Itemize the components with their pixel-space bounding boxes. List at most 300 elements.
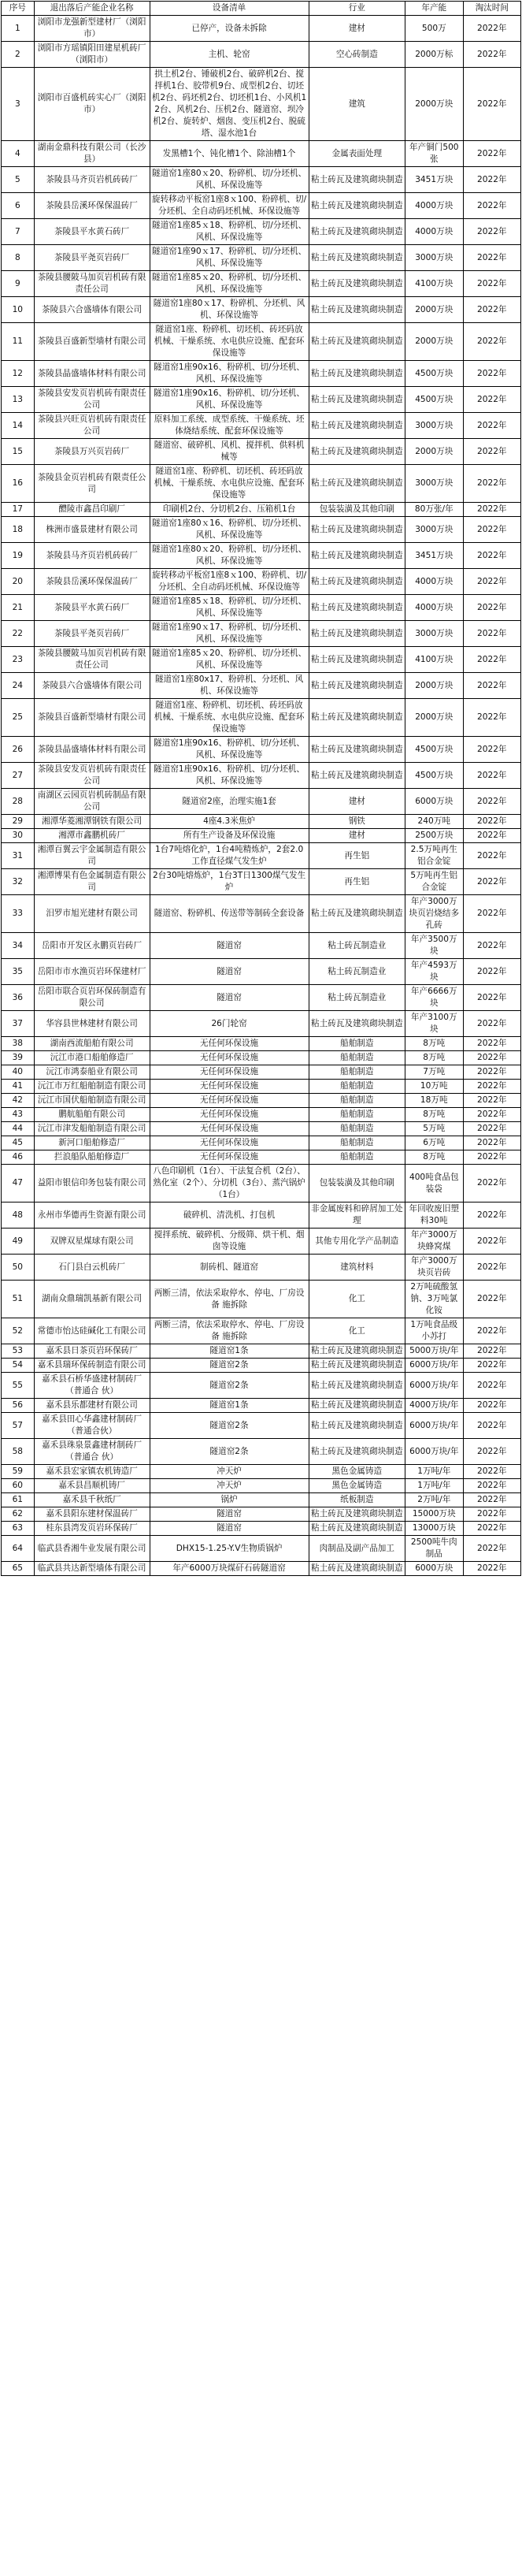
cell-phaseout-time: 2022年 <box>463 439 521 465</box>
cell-phaseout-time: 2022年 <box>463 569 521 595</box>
cell-equipment: 4座4.3米焦炉 <box>150 815 309 829</box>
cell-company: 岳阳市联合页岩环保砖制造有限公司 <box>34 985 150 1011</box>
cell-capacity: 2000万块 <box>405 439 463 465</box>
table-row <box>2 895 521 933</box>
cell-equipment: 隧道窑1座80ｘ17、粉碎机、分坯机、风机、环保设施等 <box>150 297 309 323</box>
cell-company: 茶陵县平水黄石砖厂 <box>34 219 150 245</box>
cell-index: 9 <box>2 271 35 297</box>
cell-equipment: 隧道窑1座85ｘ18、粉碎机、切/分坯机、风机、环保设施等 <box>150 219 309 245</box>
cell-phaseout-time: 2022年 <box>463 141 521 167</box>
cell-equipment: 印刷机2台、分切机2台、压箱机1台 <box>150 503 309 517</box>
cell-company: 醴陵市鑫昌印刷厂 <box>34 503 150 517</box>
cell-capacity: 6000万块/年 <box>405 1359 463 1373</box>
cell-company: 茶陵县六合盛墙体有限公司 <box>34 673 150 699</box>
cell-index: 29 <box>2 815 35 829</box>
cell-company: 茶陵县六合盛墙体有限公司 <box>34 297 150 323</box>
cell-industry: 船舶制造 <box>309 1051 405 1065</box>
cell-industry: 再生铝 <box>309 843 405 869</box>
table-row <box>2 1465 521 1479</box>
cell-equipment: 隧道窑1条 <box>150 1344 309 1359</box>
cell-phaseout-time: 2022年 <box>463 387 521 413</box>
cell-phaseout-time: 2022年 <box>463 763 521 789</box>
table-header-row <box>2 2 521 16</box>
cell-industry: 粘土砖瓦及建筑砌块制造 <box>309 297 405 323</box>
cell-company: 沅江市鸿泰船业有限公司 <box>34 1065 150 1080</box>
cell-industry: 化工 <box>309 1281 405 1318</box>
table-row <box>2 1203 521 1229</box>
cell-company: 茶陵县安发页岩机砖有限责任公司 <box>34 763 150 789</box>
cell-company: 嘉禾县瑞环保砖制造有限公司 <box>34 1359 150 1373</box>
cell-industry: 船舶制造 <box>309 1080 405 1094</box>
cell-phaseout-time: 2022年 <box>463 361 521 387</box>
cell-industry: 粘土砖瓦及建筑砌块制造 <box>309 699 405 737</box>
cell-index: 62 <box>2 1507 35 1522</box>
cell-industry: 粘土砖瓦及建筑砌块制造 <box>309 621 405 647</box>
cell-equipment: 隧道窑1座80ｘ20、粉碎机、切/分坯机、风机、环保设施等 <box>150 167 309 193</box>
cell-industry: 船舶制造 <box>309 1150 405 1165</box>
cell-equipment: 无任何环保设施 <box>150 1122 309 1136</box>
cell-company: 拦浪船队船舶修造厂 <box>34 1150 150 1165</box>
table-row <box>2 869 521 895</box>
cell-equipment: 无任何环保设施 <box>150 1080 309 1094</box>
cell-capacity: 2000万块 <box>405 68 463 141</box>
cell-industry: 船舶制造 <box>309 1136 405 1150</box>
cell-industry: 粘土砖瓦及建筑砌块制造 <box>309 647 405 673</box>
table-row <box>2 219 521 245</box>
cell-equipment: 隧道窑1座80x17、粉碎机、分坯机、风机、环保设施等 <box>150 673 309 699</box>
cell-phaseout-time: 2022年 <box>463 1065 521 1080</box>
cell-phaseout-time: 2022年 <box>463 1373 521 1399</box>
cell-industry: 金属表面处理 <box>309 141 405 167</box>
cell-company: 茶陵县晶盛墙体材料有限公司 <box>34 737 150 763</box>
cell-capacity: 2500吨牛肉制品 <box>405 1536 463 1562</box>
table-row <box>2 933 521 959</box>
cell-phaseout-time: 2022年 <box>463 465 521 503</box>
cell-industry: 肉制品及副产品加工 <box>309 1536 405 1562</box>
cell-industry: 粘土砖瓦及建筑砌块制造 <box>309 439 405 465</box>
cell-index: 43 <box>2 1108 35 1122</box>
cell-phaseout-time: 2022年 <box>463 1108 521 1122</box>
cell-industry: 粘土砖瓦及建筑砌块制造 <box>309 569 405 595</box>
table-row <box>2 843 521 869</box>
cell-index: 44 <box>2 1122 35 1136</box>
table-row <box>2 763 521 789</box>
cell-capacity: 10万吨 <box>405 1080 463 1094</box>
cell-phaseout-time: 2022年 <box>463 1037 521 1051</box>
cell-company: 茶陵县岳溪环保保温砖厂 <box>34 569 150 595</box>
cell-phaseout-time: 2022年 <box>463 1359 521 1373</box>
table-row <box>2 595 521 621</box>
cell-phaseout-time: 2022年 <box>463 789 521 815</box>
cell-company: 临武县共达新型墙体有限公司 <box>34 1562 150 1576</box>
cell-industry: 建材 <box>309 829 405 843</box>
cell-index: 17 <box>2 503 35 517</box>
cell-industry: 纸板制造 <box>309 1493 405 1507</box>
cell-index: 58 <box>2 1439 35 1465</box>
cell-company: 湖南西流船舶有限公司 <box>34 1037 150 1051</box>
cell-equipment: 无任何环保设施 <box>150 1051 309 1065</box>
cell-phaseout-time: 2022年 <box>463 1150 521 1165</box>
cell-index: 21 <box>2 595 35 621</box>
cell-phaseout-time: 2022年 <box>463 1344 521 1359</box>
cell-phaseout-time: 2022年 <box>463 219 521 245</box>
table-row <box>2 387 521 413</box>
cell-index: 47 <box>2 1165 35 1203</box>
cell-phaseout-time: 2022年 <box>463 595 521 621</box>
cell-company: 嘉禾县千秋纸厂 <box>34 1493 150 1507</box>
table-row <box>2 1122 521 1136</box>
cell-phaseout-time: 2022年 <box>463 985 521 1011</box>
cell-index: 46 <box>2 1150 35 1165</box>
table-row <box>2 1359 521 1373</box>
cell-equipment: 隧道窑 <box>150 1507 309 1522</box>
table-row <box>2 699 521 737</box>
cell-index: 53 <box>2 1344 35 1359</box>
cell-equipment: 八色印刷机（1台）、干法复合机（2台）、熟化室（2个）、分切机（3台）、蒸汽锅炉（1台） <box>150 1165 309 1203</box>
cell-index: 5 <box>2 167 35 193</box>
cell-index: 12 <box>2 361 35 387</box>
cell-equipment: 拱土机2台、锤破机2台、破碎机2台、搅拌机1台、胶带机9台、成型机2台、切坯机2台、码坯机2台、切坯机1台、小风机12台、风机2台、压机2台、隧道窑、坝冷机2台、旋转炉、烟囱、变压机2台、脱硫塔、湿水池1台 <box>150 68 309 141</box>
cell-phaseout-time: 2022年 <box>463 829 521 843</box>
cell-industry: 粘土砖瓦及建筑砌块制造 <box>309 543 405 569</box>
cell-company: 茶陵县晶盛墙体材料有限公司 <box>34 361 150 387</box>
cell-capacity: 2000万标 <box>405 42 463 68</box>
cell-index: 26 <box>2 737 35 763</box>
cell-company: 嘉禾县珠泉景鑫建材制砖厂（普通合 伙） <box>34 1439 150 1465</box>
table-row <box>2 815 521 829</box>
cell-equipment: 隧道窑1座80ｘ16、粉碎机、切/分坯机、风机、环保设施等 <box>150 517 309 543</box>
cell-equipment: 26门轮窑 <box>150 1011 309 1037</box>
cell-capacity: 4100万块 <box>405 647 463 673</box>
cell-capacity: 4500万块 <box>405 361 463 387</box>
cell-index: 33 <box>2 895 35 933</box>
cell-industry: 黑色金属铸造 <box>309 1465 405 1479</box>
cell-capacity: 18万吨 <box>405 1094 463 1108</box>
cell-phaseout-time: 2022年 <box>463 647 521 673</box>
cell-industry: 粘土砖瓦及建筑砌块制造 <box>309 193 405 219</box>
cell-index: 22 <box>2 621 35 647</box>
cell-equipment: 隧道窑2座，治理实施1套 <box>150 789 309 815</box>
cell-industry: 建筑材料 <box>309 1255 405 1281</box>
cell-index: 56 <box>2 1399 35 1413</box>
cell-industry: 包装装潢及其他印刷 <box>309 1165 405 1203</box>
table-row <box>2 1080 521 1094</box>
cell-industry: 粘土砖瓦及建筑砌块制造 <box>309 737 405 763</box>
table-row <box>2 68 521 141</box>
cell-phaseout-time: 2022年 <box>463 673 521 699</box>
table-row <box>2 193 521 219</box>
cell-index: 28 <box>2 789 35 815</box>
cell-phaseout-time: 2022年 <box>463 1255 521 1281</box>
cell-company: 嘉禾县日茶页岩环保砖厂 <box>34 1344 150 1359</box>
cell-company: 嘉禾县宏家镇农机铸造厂 <box>34 1465 150 1479</box>
cell-equipment: 隧道窑 <box>150 985 309 1011</box>
cell-index: 19 <box>2 543 35 569</box>
cell-capacity: 240万吨 <box>405 815 463 829</box>
cell-index: 42 <box>2 1094 35 1108</box>
cell-phaseout-time: 2022年 <box>463 1522 521 1536</box>
cell-index: 52 <box>2 1318 35 1344</box>
cell-equipment: 隧道窑1座80ｘ20、粉碎机、切/分坯机、风机、环保设施等 <box>150 543 309 569</box>
cell-capacity: 6万吨 <box>405 1136 463 1150</box>
cell-capacity: 5000万块/年 <box>405 1344 463 1359</box>
table-row <box>2 1522 521 1536</box>
cell-industry: 船舶制造 <box>309 1037 405 1051</box>
cell-industry: 粘土砖瓦及建筑砌块制造 <box>309 167 405 193</box>
cell-index: 6 <box>2 193 35 219</box>
cell-equipment: 隧道窑1座85ｘ20、粉碎机、切/分坯机、风机、环保设施等 <box>150 271 309 297</box>
table-row <box>2 1108 521 1122</box>
cell-capacity: 3000万块 <box>405 621 463 647</box>
cell-industry: 粘土砖瓦及建筑砌块制造 <box>309 1359 405 1373</box>
cell-phaseout-time: 2022年 <box>463 1507 521 1522</box>
cell-phaseout-time: 2022年 <box>463 1281 521 1318</box>
cell-company: 鹏航船舶有限公司 <box>34 1108 150 1122</box>
table-row <box>2 829 521 843</box>
cell-phaseout-time: 2022年 <box>463 1136 521 1150</box>
cell-capacity: 1万吨/年 <box>405 1465 463 1479</box>
cell-industry: 粘土砖瓦及建筑砌块制造 <box>309 465 405 503</box>
cell-company: 永州市华德再生资源有限公司 <box>34 1203 150 1229</box>
cell-capacity: 5万吨 <box>405 1122 463 1136</box>
cell-phaseout-time: 2022年 <box>463 271 521 297</box>
cell-industry: 建材 <box>309 789 405 815</box>
cell-index: 54 <box>2 1359 35 1373</box>
capacity-table <box>1 1 521 1576</box>
table-row <box>2 1255 521 1281</box>
cell-company: 嘉禾县石桥华盛建材制砖厂（普通合 伙） <box>34 1373 150 1399</box>
cell-industry: 粘土砖瓦及建筑砌块制造 <box>309 413 405 439</box>
cell-equipment: 旋转移动平板窑1座8ｘ100、粉碎机、切/分坯机、全自动码坯机械、环保设施等 <box>150 193 309 219</box>
cell-phaseout-time: 2022年 <box>463 167 521 193</box>
cell-index: 23 <box>2 647 35 673</box>
cell-industry: 粘土砖瓦制造业 <box>309 933 405 959</box>
cell-index: 55 <box>2 1373 35 1399</box>
cell-capacity: 3000万块 <box>405 413 463 439</box>
cell-index: 27 <box>2 763 35 789</box>
cell-index: 64 <box>2 1536 35 1562</box>
table-row <box>2 1136 521 1150</box>
cell-phaseout-time: 2022年 <box>463 1165 521 1203</box>
cell-company: 双牌双星煤球有限公司 <box>34 1229 150 1255</box>
cell-phaseout-time: 2022年 <box>463 1399 521 1413</box>
cell-industry: 粘土砖瓦及建筑砌块制造 <box>309 1011 405 1037</box>
cell-company: 华容县世林建材有限公司 <box>34 1011 150 1037</box>
cell-capacity: 年产3000万块蜂窝煤 <box>405 1229 463 1255</box>
cell-capacity: 年产4593万块 <box>405 959 463 985</box>
cell-phaseout-time: 2022年 <box>463 737 521 763</box>
cell-index: 20 <box>2 569 35 595</box>
cell-phaseout-time: 2022年 <box>463 42 521 68</box>
cell-industry: 粘土砖瓦及建筑砌块制造 <box>309 1344 405 1359</box>
cell-capacity: 2500万块 <box>405 829 463 843</box>
cell-industry: 粘土砖瓦及建筑砌块制造 <box>309 1562 405 1576</box>
cell-capacity: 4000万块/年 <box>405 1399 463 1413</box>
table-row <box>2 543 521 569</box>
cell-industry: 粘土砖瓦及建筑砌块制造 <box>309 387 405 413</box>
cell-equipment: 隧道窑1座、粉碎机、切坯机、砖坯码放机械、干燥系统、水电供应设施、配套环保设施等 <box>150 465 309 503</box>
cell-equipment: 隧道窑1座、粉碎机、切坯机、砖坯码放机械、干燥系统、水电供应设施、配套环保设施等 <box>150 323 309 361</box>
cell-index: 36 <box>2 985 35 1011</box>
cell-industry: 船舶制造 <box>309 1108 405 1122</box>
table-row <box>2 737 521 763</box>
cell-industry: 粘土砖瓦及建筑砌块制造 <box>309 895 405 933</box>
table-row <box>2 569 521 595</box>
cell-industry: 粘土砖瓦及建筑砌块制造 <box>309 1399 405 1413</box>
table-row <box>2 1562 521 1576</box>
table-row <box>2 1281 521 1318</box>
cell-equipment: 隧道窑1座90x16、粉碎机、切/分坯机、风机、环保设施等 <box>150 763 309 789</box>
table-row <box>2 361 521 387</box>
cell-company: 茶陵县马齐页岩机砖砖厂 <box>34 543 150 569</box>
table-row <box>2 1150 521 1165</box>
cell-phaseout-time: 2022年 <box>463 1536 521 1562</box>
cell-capacity: 6000万块 <box>405 789 463 815</box>
table-row <box>2 1094 521 1108</box>
cell-company: 茶陵县平尧页岩砖厂 <box>34 621 150 647</box>
cell-equipment: 隧道窑1座85ｘ18、粉碎机、切/分坯机、风机、环保设施等 <box>150 595 309 621</box>
cell-company: 临武县香湘牛业发展有限公司 <box>34 1536 150 1562</box>
cell-company: 嘉禾县田心华鑫建材制砖厂（普通合伙） <box>34 1413 150 1439</box>
cell-industry: 粘土砖瓦制造业 <box>309 959 405 985</box>
table-row <box>2 271 521 297</box>
cell-capacity: 3000万块 <box>405 517 463 543</box>
cell-equipment: 无任何环保设施 <box>150 1150 309 1165</box>
cell-index: 4 <box>2 141 35 167</box>
table-row <box>2 647 521 673</box>
cell-industry: 粘土砖瓦及建筑砌块制造 <box>309 1522 405 1536</box>
cell-capacity: 6000万块/年 <box>405 1413 463 1439</box>
cell-company: 茶陵县金页岩机砖有限责任公司 <box>34 465 150 503</box>
cell-capacity: 4000万块 <box>405 569 463 595</box>
cell-equipment: 隧道窑1座90x16、粉碎机、切/分坯机、风机、环保设施等 <box>150 737 309 763</box>
cell-industry: 粘土砖瓦及建筑砌块制造 <box>309 673 405 699</box>
cell-company: 沅江市港口船舶修造厂 <box>34 1051 150 1065</box>
cell-equipment: 隧道窑2条 <box>150 1359 309 1373</box>
cell-index: 51 <box>2 1281 35 1318</box>
cell-industry: 船舶制造 <box>309 1122 405 1136</box>
cell-capacity: 2.5万吨再生铝合金锭 <box>405 843 463 869</box>
cell-capacity: 年产3500万块 <box>405 933 463 959</box>
table-row <box>2 465 521 503</box>
table-row <box>2 141 521 167</box>
cell-equipment: 年产6000万块煤矸石砖隧道窑 <box>150 1562 309 1576</box>
cell-capacity: 年产3000万块页岩烧结多孔砖 <box>405 895 463 933</box>
cell-capacity: 4000万块 <box>405 193 463 219</box>
cell-equipment: 无任何环保设施 <box>150 1094 309 1108</box>
cell-phaseout-time: 2022年 <box>463 1094 521 1108</box>
cell-capacity: 4000万块 <box>405 595 463 621</box>
cell-company: 湘潭市鑫鹏机砖厂 <box>34 829 150 843</box>
cell-index: 31 <box>2 843 35 869</box>
cell-capacity: 2000万块 <box>405 673 463 699</box>
cell-industry: 钢铁 <box>309 815 405 829</box>
cell-capacity: 年产3000万块页岩砖 <box>405 1255 463 1281</box>
table-row <box>2 1344 521 1359</box>
header-industry: 行业 <box>309 2 405 16</box>
cell-industry: 粘土砖瓦制造业 <box>309 985 405 1011</box>
table-row <box>2 503 521 517</box>
cell-industry: 空心砖制造 <box>309 42 405 68</box>
header-company: 退出落后产能企业名称 <box>34 2 150 16</box>
cell-index: 3 <box>2 68 35 141</box>
header-index: 序号 <box>2 2 35 16</box>
cell-company: 南湖区云园页岩机砖制品有限公司 <box>34 789 150 815</box>
cell-index: 24 <box>2 673 35 699</box>
table-row <box>2 413 521 439</box>
cell-industry: 其他专用化学产品制造 <box>309 1229 405 1255</box>
cell-index: 41 <box>2 1080 35 1094</box>
cell-equipment: 两断三清，依法采取停水、停电、厂房设备 施拆除 <box>150 1318 309 1344</box>
table-row <box>2 517 521 543</box>
cell-company: 株洲市盛景建材有限公司 <box>34 517 150 543</box>
cell-company: 湘潭博果有色金属制造有限公司 <box>34 869 150 895</box>
table-row <box>2 16 521 42</box>
cell-company: 茶陵县平水黄石砖厂 <box>34 595 150 621</box>
cell-company: 嘉禾县乐都建材有限公司 <box>34 1399 150 1413</box>
cell-phaseout-time: 2022年 <box>463 1011 521 1037</box>
cell-company: 沅江市国伏船舶制造有限公司 <box>34 1094 150 1108</box>
cell-company: 茶陵县腰陂马加页岩机砖有限责任公司 <box>34 271 150 297</box>
cell-equipment: DHX15-1.25-Y.V生物质锅炉 <box>150 1536 309 1562</box>
cell-industry: 粘土砖瓦及建筑砌块制造 <box>309 595 405 621</box>
cell-index: 50 <box>2 1255 35 1281</box>
cell-equipment: 无任何环保设施 <box>150 1065 309 1080</box>
cell-phaseout-time: 2022年 <box>463 245 521 271</box>
cell-capacity: 年回收废旧塑料30吨 <box>405 1203 463 1229</box>
cell-company: 常德市怡达硅碱化工有限公司 <box>34 1318 150 1344</box>
cell-phaseout-time: 2022年 <box>463 1203 521 1229</box>
cell-company: 汨罗市旭光建材有限公司 <box>34 895 150 933</box>
cell-index: 40 <box>2 1065 35 1080</box>
cell-phaseout-time: 2022年 <box>463 323 521 361</box>
cell-equipment: 发黑槽1个、钝化槽1个、除油槽1个 <box>150 141 309 167</box>
table-row <box>2 1493 521 1507</box>
cell-industry: 包装装潢及其他印刷 <box>309 503 405 517</box>
cell-equipment: 隧道窑1座90x16、粉碎机、切/分坯机、风机、环保设施等 <box>150 361 309 387</box>
cell-company: 浏阳市百盛机砖实心厂（浏阳市） <box>34 68 150 141</box>
cell-phaseout-time: 2022年 <box>463 815 521 829</box>
cell-capacity: 8万吨 <box>405 1150 463 1165</box>
cell-equipment: 隧道窑1座90x16、粉碎机、切/分坯机、风机、环保设施等 <box>150 387 309 413</box>
cell-equipment: 两断三清，依法采取停水、停电、厂房设备 施拆除 <box>150 1281 309 1318</box>
table-row <box>2 323 521 361</box>
cell-capacity: 80万张/年 <box>405 503 463 517</box>
cell-equipment: 隧道窑、破碎机、风机、搅拌机、供料机械等 <box>150 439 309 465</box>
cell-phaseout-time: 2022年 <box>463 1080 521 1094</box>
cell-capacity: 8万吨 <box>405 1037 463 1051</box>
cell-capacity: 2000万块 <box>405 297 463 323</box>
cell-capacity: 3451万块 <box>405 167 463 193</box>
cell-industry: 粘土砖瓦及建筑砌块制造 <box>309 245 405 271</box>
cell-phaseout-time: 2022年 <box>463 1439 521 1465</box>
cell-phaseout-time: 2022年 <box>463 933 521 959</box>
cell-equipment: 隧道窑 <box>150 959 309 985</box>
cell-index: 34 <box>2 933 35 959</box>
header-capacity: 年产能 <box>405 2 463 16</box>
cell-equipment: 搅拌系统、破碎机、分级筛、烘干机、烟囱等设施 <box>150 1229 309 1255</box>
cell-industry: 粘土砖瓦及建筑砌块制造 <box>309 517 405 543</box>
cell-company: 浏阳市龙强新型建材厂（浏阳市） <box>34 16 150 42</box>
table-row <box>2 673 521 699</box>
cell-phaseout-time: 2022年 <box>463 1229 521 1255</box>
cell-phaseout-time: 2022年 <box>463 1122 521 1136</box>
cell-equipment: 隧道窑2条 <box>150 1373 309 1399</box>
cell-company: 湖南金鼎科技有限公司（长沙县） <box>34 141 150 167</box>
cell-equipment: 旋转移动平板窑1座8ｘ100、粉碎机、切/分坯机、全自动码坯机械、环保设施等 <box>150 569 309 595</box>
cell-industry: 船舶制造 <box>309 1094 405 1108</box>
cell-equipment: 无任何环保设施 <box>150 1108 309 1122</box>
